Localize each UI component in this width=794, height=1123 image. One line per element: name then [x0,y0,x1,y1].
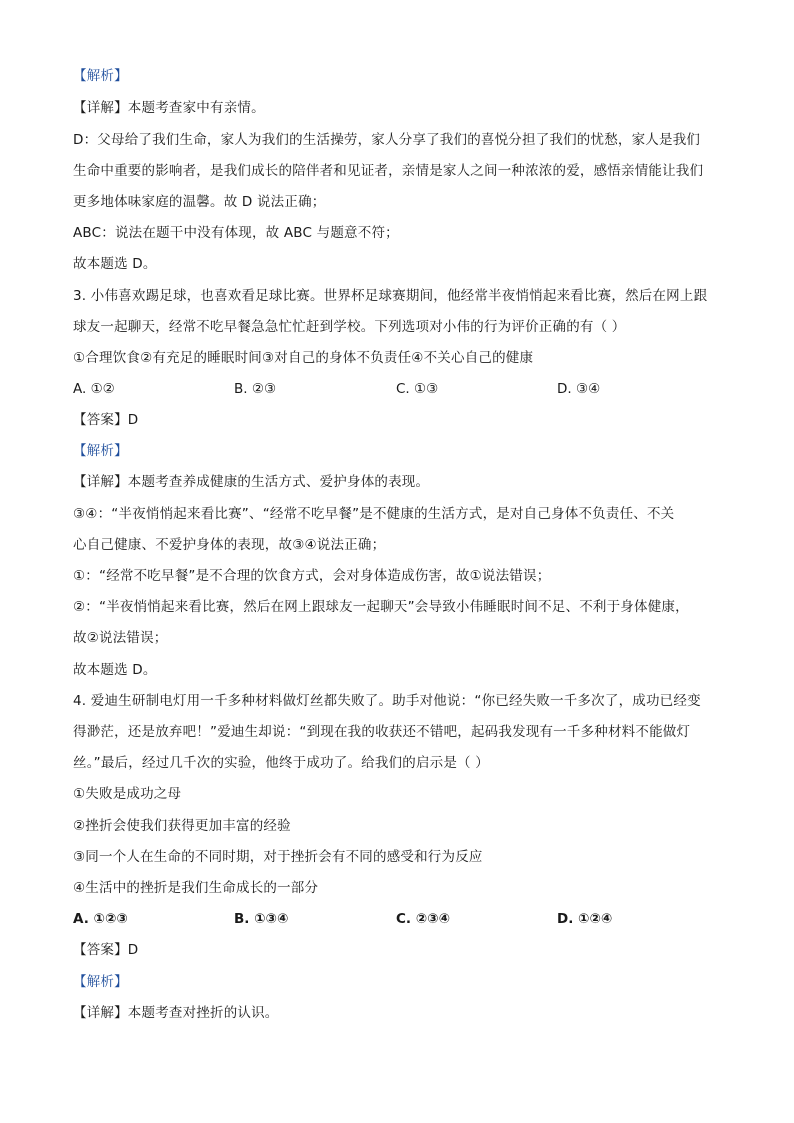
q4-option-b: B. ①③④ [234,911,289,927]
text-line: D：父母给了我们生命，家人为我们的生活操劳，家人分享了我们的喜悦分担了我们的忧愁，家人是我们 [73,132,701,148]
question-4-stem: 4. 爱迪生研制电灯用一千多种材料做灯丝都失败了。助手对他说：“你已经失败一千多次了，成功已经变 [73,693,701,709]
question-4-statement: ④生活中的挫折是我们生命成长的一部分 [73,880,319,896]
text-line: 故本题选 D。 [73,662,157,678]
question-4-statement: ②挫折会使我们获得更加丰富的经验 [73,818,291,834]
analysis-heading [73,66,733,86]
text-line: 更多地体味家庭的温馨。故 D 说法正确； [73,194,326,210]
q3-option-d: D. ③④ [557,381,601,397]
question-4-statement: ③同一个人在生命的不同时期，对于挫折会有不同的感受和行为反应 [73,849,483,865]
question-3-stem: 3. 小伟喜欢踢足球，也喜欢看足球比赛。世界杯足球赛期间，他经常半夜悄悄起来看比赛，然后在网上跟 [73,288,708,304]
text-line: 故本题选 D。 [73,256,157,272]
explanation-line: 【详解】本题考查对挫折的认识。 [73,1005,279,1021]
explanation-line: 【详解】本题考查家中有亲情。 [73,100,265,116]
answer-line [73,940,733,960]
text-line: 生命中重要的影响者，是我们成长的陪伴者和见证者，亲情是家人之间一种浓浓的爱，感悟亲情能让我们 [73,163,704,179]
text-line: ①：“经常不吃早餐”是不合理的饮食方式，会对身体造成伤害，故①说法错误； [73,568,551,584]
answer-text: 【答案】D [73,412,139,428]
question-3-stem: 球友一起聊天，经常不吃早餐急急忙忙赶到学校。下列选项对小伟的行为评价正确的有（ ） [73,319,626,335]
analysis-heading [73,972,733,992]
question-3-statements: ①合理饮食②有充足的睡眠时间③对自己的身体不负责任④不关心自己的健康 [73,350,534,366]
q4-option-a: A. ①②③ [73,911,128,927]
question-4-stem: 得渺茫，还是放弃吧！”爱迪生却说：“到现在我的收获还不错吧，起码我发现有一千多种材料不能做灯 [73,724,691,740]
text-line: 心自己健康、不爱护身体的表现，故③④说法正确； [73,537,386,553]
analysis-tag: 【解析】 [73,974,128,990]
q4-option-d: D. ①②④ [557,911,613,927]
question-4-statement: ①失败是成功之母 [73,786,182,802]
q3-option-b: B. ②③ [234,381,277,397]
q4-option-c: C. ②③④ [396,911,451,927]
analysis-heading [73,441,733,461]
text-line: 故②说法错误； [73,630,168,646]
question-4-stem: 丝。”最后，经过几千次的实验，他终于成功了。给我们的启示是（ ） [73,755,489,771]
analysis-tag: 【解析】 [73,68,128,84]
text-line: ABC：说法在题干中没有体现，故 ABC 与题意不符； [73,225,399,241]
text-line: ③④：“半夜悄悄起来看比赛”、“经常不吃早餐”是不健康的生活方式，是对自己身体不负责任、不关 [73,506,675,522]
answer-text: 【答案】D [73,942,139,958]
q3-option-a: A. ①② [73,381,115,397]
answer-line [73,410,733,430]
explanation-line: 【详解】本题考查养成健康的生活方式、爱护身体的表现。 [73,474,430,490]
text-line: ②：“半夜悄悄起来看比赛，然后在网上跟球友一起聊天”会导致小伟睡眠时间不足、不利于身体健康， [73,599,689,615]
q3-option-c: C. ①③ [396,381,439,397]
analysis-tag: 【解析】 [73,443,128,459]
